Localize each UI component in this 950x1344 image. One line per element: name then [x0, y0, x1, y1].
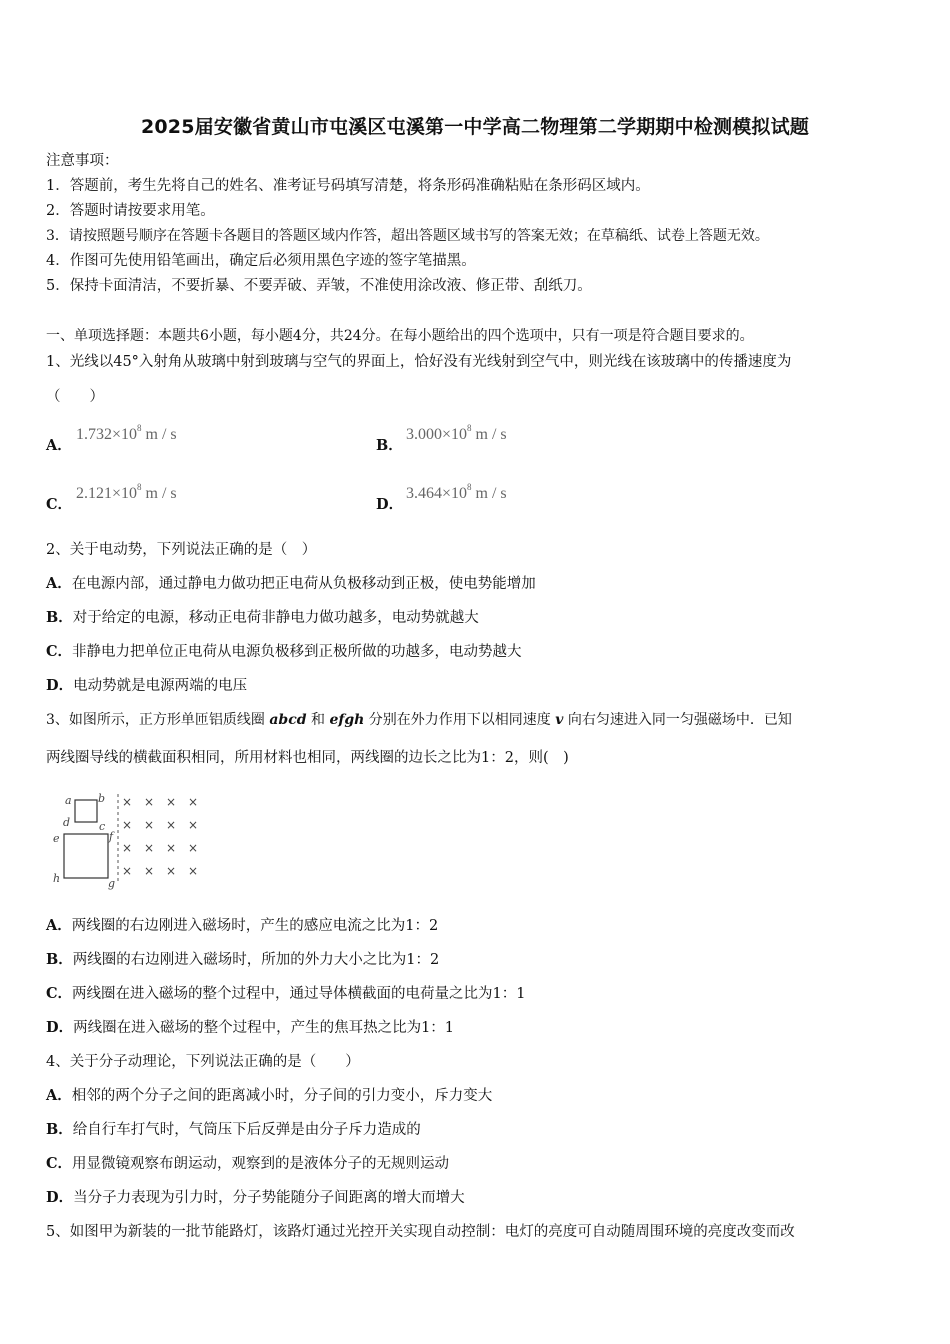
field-cross: ×: [188, 864, 199, 878]
q1-option-c: [76, 482, 177, 503]
q2-option-c-label: C．: [46, 643, 73, 660]
q1-option-d-exp: 8: [467, 482, 472, 492]
label-b: b: [98, 792, 106, 805]
field-cross: ×: [188, 841, 199, 855]
notice-item-1: 1．答题前，考生先将自己的姓名、准考证号码填写清楚，将条形码准确粘贴在条形码区域内。: [46, 178, 650, 194]
q3-option-b-label: B．: [46, 951, 73, 968]
q1-option-c-unit: m / s: [141, 485, 177, 502]
q3-option-c: [46, 984, 526, 1004]
field-cross: ×: [166, 864, 177, 878]
q3-figure-coils-in-field: [50, 790, 210, 890]
notice-item-5: 5．保持卡面清洁，不要折暴、不要弄破、弄皱，不准使用涂改液、修正带、刮纸刀。: [46, 278, 592, 294]
field-cross: ×: [144, 818, 155, 832]
q3-coil-efgh: efgh: [329, 712, 365, 728]
q3-option-c-text: 两线圈在进入磁场的整个过程中，通过导体横截面的电荷量之比为1：1: [72, 986, 526, 1002]
field-cross: ×: [144, 864, 155, 878]
q1-option-d-value: 3.464×10: [406, 485, 468, 502]
q1-option-c-exp: 8: [137, 482, 142, 492]
q4-option-b: [46, 1120, 421, 1140]
q2-option-a: [46, 574, 536, 594]
q4-option-d-text: 当分子力表现为引力时，分子势能随分子间距离的增大而增大: [73, 1190, 465, 1206]
q3-option-a-text: 两线圈的右边刚进入磁场时，产生的感应电流之比为1：2: [71, 918, 439, 934]
q1-blank: （ ）: [46, 389, 104, 405]
coil-efgh: [64, 834, 108, 878]
q3-option-d-text: 两线圈在进入磁场的整个过程中，产生的焦耳热之比为1：1: [73, 1020, 455, 1036]
q5-stem: 5、如图甲为新装的一批节能路灯，该路灯通过光控开关实现自动控制：电灯的亮度可自动随周围环境的亮度改变而改: [46, 1224, 795, 1240]
field-cross: ×: [166, 818, 177, 832]
field-cross: ×: [166, 841, 177, 855]
label-d: d: [63, 816, 71, 829]
field-cross: ×: [122, 841, 133, 855]
field-cross: ×: [188, 818, 199, 832]
field-cross: ×: [122, 795, 133, 809]
q3-stem-b: 和: [306, 712, 330, 728]
q1-option-a-label: A．: [46, 437, 72, 454]
q3-option-d-label: D．: [46, 1019, 74, 1036]
coil-abcd: [75, 800, 97, 822]
q2-option-b-text: 对于给定的电源，移动正电荷非静电力做功越多，电动势就越大: [72, 610, 479, 626]
label-c: c: [99, 820, 106, 833]
q3-stem-c: 分别在外力作用下以相同速度: [364, 712, 556, 728]
q3-option-d: [46, 1018, 454, 1038]
q4-option-c-text: 用显微镜观察布朗运动，观察到的是液体分子的无规则运动: [72, 1156, 450, 1172]
q3-option-b-text: 两线圈的右边刚进入磁场时，所加的外力大小之比为1：2: [72, 952, 440, 968]
q4-stem: 4、关于分子动理论，下列说法正确的是（ ）: [46, 1054, 360, 1070]
q1-option-d: [406, 482, 507, 503]
q1-option-b-value: 3.000×10: [406, 426, 468, 443]
q1-option-c-label: C．: [46, 496, 73, 513]
field-cross: ×: [122, 818, 133, 832]
field-cross: ×: [166, 795, 177, 809]
label-h: h: [53, 872, 61, 885]
q2-option-c-text: 非静电力把单位正电荷从电源负极移到正极所做的功越多，电动势越大: [72, 644, 522, 660]
q4-option-a: [46, 1086, 492, 1106]
q1-option-c-value: 2.121×10: [76, 485, 138, 502]
field-cross: ×: [122, 864, 133, 878]
q1-stem: 1、光线以45°入射角从玻璃中射到玻璃与空气的界面上，恰好没有光线射到空气中，则光线在该玻璃中的传播速度为: [46, 354, 792, 370]
q4-option-d-label: D．: [46, 1189, 74, 1206]
q3-option-a-label: A．: [46, 917, 72, 934]
label-e: e: [53, 832, 60, 845]
q2-option-d-text: 电动势就是电源两端的电压: [73, 678, 248, 694]
q1-option-a: [76, 423, 177, 444]
field-cross: ×: [188, 795, 199, 809]
q2-option-d-label: D．: [46, 677, 74, 694]
q1-option-b: [406, 423, 507, 444]
notice-item-4: 4．作图可先使用铅笔画出，确定后必须用黑色字迹的签字笔描黑。: [46, 253, 476, 269]
q3-option-b: [46, 950, 439, 970]
q4-option-b-text: 给自行车打气时，气筒压下后反弹是由分子斥力造成的: [72, 1122, 421, 1138]
q2-option-d: [46, 676, 247, 696]
q3-stem-a: 3、如图所示，正方形单匝铝质线圈: [46, 712, 270, 728]
q2-option-b: [46, 608, 479, 628]
q3-option-c-label: C．: [46, 985, 73, 1002]
q1-option-a-value: 1.732×10: [76, 426, 138, 443]
q1-option-a-unit: m / s: [141, 426, 177, 443]
q3-stem-d: 向右匀速进入同一匀强磁场中．已知: [563, 712, 792, 728]
q4-option-a-text: 相邻的两个分子之间的距离减小时，分子间的引力变小，斥力变大: [71, 1088, 493, 1104]
label-f: f: [109, 830, 114, 843]
q4-option-c: [46, 1154, 449, 1174]
notice-heading: 注意事项：: [46, 153, 119, 169]
q4-option-c-label: C．: [46, 1155, 73, 1172]
q1-option-b-exp: 8: [467, 423, 472, 433]
field-cross: ×: [144, 795, 155, 809]
q4-option-b-label: B．: [46, 1121, 73, 1138]
q3-coil-abcd: abcd: [269, 712, 307, 728]
label-g: g: [108, 877, 116, 890]
q2-option-a-label: A．: [46, 575, 72, 592]
q2-option-c: [46, 642, 522, 662]
q3-option-a: [46, 916, 438, 936]
q4-option-a-label: A．: [46, 1087, 72, 1104]
q1-option-a-exp: 8: [137, 423, 142, 433]
q1-option-d-label: D．: [376, 496, 404, 513]
q3-stem-2: 两线圈导线的横截面积相同，所用材料也相同，两线圈的边长之比为1：2，则( ): [46, 750, 569, 766]
page-title: 2025届安徽省黄山市屯溪区屯溪第一中学高二物理第二学期期中检测模拟试题: [140, 116, 810, 138]
label-a: a: [65, 794, 72, 807]
q1-option-b-unit: m / s: [471, 426, 507, 443]
section-heading: 一、单项选择题：本题共6小题，每小题4分，共24分。在每小题给出的四个选项中，只有一项是符合题目要求的。: [46, 328, 754, 344]
notice-item-2: 2．答题时请按要求用笔。: [46, 203, 215, 219]
q2-stem: 2、关于电动势，下列说法正确的是（ ）: [46, 542, 317, 558]
notice-item-3: 3．请按照题号顺序在答题卡各题目的答题区域内作答，超出答题区域书写的答案无效；在草稿纸、试卷上答题无效。: [46, 228, 769, 244]
q2-option-a-text: 在电源内部，通过静电力做功把正电荷从负极移动到正极，使电势能增加: [71, 576, 536, 592]
q1-option-d-unit: m / s: [471, 485, 507, 502]
field-cross: ×: [144, 841, 155, 855]
q3-velocity: v: [555, 712, 564, 728]
q1-option-b-label: B．: [376, 437, 403, 454]
q3-stem: [46, 710, 792, 730]
q2-option-b-label: B．: [46, 609, 73, 626]
q4-option-d: [46, 1188, 465, 1208]
